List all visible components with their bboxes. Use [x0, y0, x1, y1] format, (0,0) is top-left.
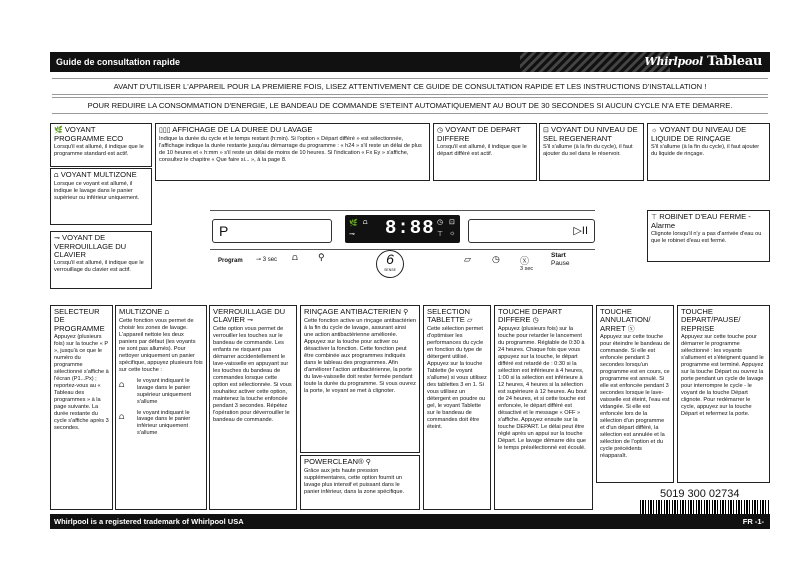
program-selector-box — [50, 305, 113, 510]
page-number: FR -1- — [742, 517, 764, 526]
multizone-led-text: Lorsque ce voyant est allumé, il indique le lavage dans le panier supérieur ou inférieur uniquement. — [54, 180, 140, 201]
rinse-aid-led-text: S'il s'allume (à la fin du cycle), il faut ajouter du liquide de rinçage. — [651, 144, 760, 158]
cancel-button-icon[interactable]: ⓧ — [520, 256, 530, 266]
antibacterial-box — [300, 305, 420, 453]
key-icon: ⊸ — [247, 317, 253, 325]
notice-energy: POUR REDUIRE LA CONSOMMATION D'ENERGIE, LE BANDEAU DE COMMANDE S'ETEINT AUTOMATIQUEMENT AU BOUT DE 30 SECONDES SI AUCUN CYCLE N'A ETE DEMARRE. — [52, 97, 768, 114]
play-pause-icon: ▷II — [573, 225, 588, 237]
clock-icon: ◷ — [532, 317, 539, 325]
eco-led-title: VOYANT PROGRAMME ECO — [54, 125, 124, 143]
multizone-text: Cette fonction vous permet de choisir les zones de lavage. L'appareil nettoie les deux paniers par défaut (les voyants ne sont pas allumés). Pour nettoyer uniquement un panier spécifique, appuyez plusieurs fois sur cette touche : — [119, 317, 203, 373]
powerclean-box — [300, 455, 420, 510]
salt-led-icon: ⊡ — [449, 219, 455, 226]
lock-hold-label: ⊸ 3 sec — [256, 257, 278, 263]
tablet-text: Cette sélection permet d'optimiser les performances du cycle en fonction du type de détergent utilisé. Appuyez sur la touche Tablette (le voyant s'allume) si vous utilisez des tablettes 3 en 1. Si vous utilisez un détergent en poudre ou gel, le voyant Tablette sur le bandeau de commandes doit être éteint. — [427, 326, 487, 430]
rinse-aid-led-title: VOYANT DU NIVEAU DE LIQUIDE DE RINÇAGE — [651, 125, 747, 143]
salt-led-text: S'il s'allume (à la fin du cycle), il faut ajouter du sel dans le réservoir. — [543, 144, 633, 158]
header-bar — [50, 52, 770, 72]
tablet-box — [423, 305, 491, 510]
lock-led-title: VOYANT DE VERROUILLAGE DU CLAVIER — [54, 233, 127, 260]
antibacterial-button-icon[interactable]: ⚲ — [318, 252, 325, 262]
tap-alarm-box — [647, 210, 770, 262]
powerclean-text: Grâce aux jets haute pression supplémentaires, cette option fournit un lavage plus intensif et puissant dans le panier inférieur, dans la zone spécifique. — [304, 467, 405, 495]
leaf-icon: 🌿 — [54, 127, 63, 134]
trademark-text: Whirlpool is a registered trademark of Whirlpool USA — [54, 517, 244, 526]
delay-led-title: VOYANT DE DEPART DIFFERE — [437, 125, 521, 143]
clock-led-icon: ◷ — [437, 219, 444, 226]
powerclean-title: POWERCLEAN® — [304, 457, 364, 466]
header-title: Guide de consultation rapide — [56, 57, 181, 67]
lock-led-box — [50, 231, 152, 289]
eco-led-box — [50, 123, 152, 167]
duration-title: AFFICHAGE DE LA DUREE DU LAVAGE — [172, 125, 313, 134]
leaf-led-icon: 🌿 — [349, 220, 358, 227]
time-display — [345, 215, 460, 243]
upper-basket-icon: ⩍ — [119, 379, 125, 389]
start-pause-text: Appuyez sur cette touche pour démarrer le programme sélectionné : les voyants s'allument et s'éteignent quand le programme est terminé. Appuyez sur la touche Départ ou ouvrez la porte pendant un cycle de lavage pour interrompre le cycle - le voyant de la touche Départ clignote. Pour redémarrer le cycle, appuyez sur la touche Départ et refermez la porte. — [681, 334, 764, 417]
sense-logo — [376, 250, 404, 278]
antibacterial-text: Cette fonction active un rinçage antibactérien à la fin du cycle de lavage, assurant ainsi une action antibactérienne améliorée. Appuyez sur la touche pour activer ou désactiver la fonction. Cette fonction peut être combinée aux programmes indiqués dans le tableau des programmes. Afin d'améliorer l'action antibactérienne, la porte du lave-vaisselle doit rester fermée pendant toute la durée du programme. Si vous ouvrez la porte, le voyant se met à clignoter. — [304, 317, 416, 394]
start-pause-box — [677, 305, 770, 483]
multizone-lower-item: ⩍ le voyant indiquant le lavage dans le panier inférieur uniquement s'allume — [119, 409, 191, 437]
display-digits: 8:88 — [385, 217, 435, 239]
salt-led-box — [539, 123, 644, 181]
program-label: Program — [218, 258, 243, 264]
cancel-hold-label: 3 sec — [520, 266, 534, 272]
digits-icon: ▯▯▯ — [159, 127, 171, 134]
tablet-button-icon[interactable]: ▱ — [464, 254, 471, 264]
key-icon: ⊸ — [256, 257, 262, 263]
control-panel — [210, 210, 595, 250]
barcode — [640, 500, 770, 514]
eco-led-text: Lorsqu'il est allumé, il indique que le programme standard est actif. — [54, 144, 144, 158]
tap-led-icon: ⊤ — [437, 231, 444, 238]
start-pause-title: TOUCHE DEPART/PAUSE/ REPRISE — [681, 307, 741, 333]
keypad-lock-text: Cette option vous permet de verrouiller les touches sur le bandeau de commande. Les enfants ne risquent pas démarrer accidentellement le lave-vaisselle en appuyant sur les touches du bandeau de commandes lorsque cette option est sélectionnée. Si vous souhaitez activer cette option, maintenez la touche enfoncée pendant 3 secondes. Répétez l'opération pour déverrouiller le bandeau de commande. — [213, 326, 292, 423]
notice-first-use: AVANT D'UTILISER L'APPAREIL POUR LA PREMIERE FOIS, LISEZ ATTENTIVEMENT CE GUIDE DE CONSULTATION RAPIDE ET LES INSTRUCTIONS D'INSTALLATION ! — [52, 78, 768, 95]
duration-box — [155, 123, 430, 181]
basket-button-icon[interactable]: ⩍ — [292, 252, 298, 262]
delay-led-text: Lorsqu'il est allumé, il indique que le départ différé est actif. — [437, 144, 527, 158]
cancel-box — [596, 305, 674, 483]
delay-button-icon[interactable]: ◷ — [492, 254, 500, 264]
tap-alarm-text: Clignote lorsqu'il n'y a pas d'arrivée d'eau ou que le robinet d'eau est fermé. — [651, 231, 762, 245]
powerclean-icon: ⚲ — [365, 459, 371, 466]
key-icon: ⊸ — [54, 235, 60, 242]
sense-word: SENSE — [384, 268, 396, 272]
sun-icon: ☼ — [651, 127, 658, 134]
program-selector-text: Appuyez (plusieurs fois) sur la touche « P », jusqu'à ce que le numéro du programme sélectionné s'affiche à l'écran (P1...Px) ; reportez-vous au « Tableau des programmes » à la page suivante. La durée restante du cycle s'affiche après 3 secondes. — [54, 334, 109, 431]
multizone-led-box — [50, 168, 152, 225]
delay-start-text: Appuyez (plusieurs fois) sur la touche pour retarder le lancement du programme. Réglable de 0:30 à 24 heures. Chaque fois que vous appuyez sur la touche, le départ différé est retardé de : 0:30 si la sélection est inférieure à 4 heures, 1:00 si la sélection est inférieure à 12 heures, 4 heures si la sélection est supérieure à 12 heures. Au bout de 24 heures, et si cette touche est enfoncée, le départ différé est désactivé et le message « OFF » s'affiche. Appuyez ensuite sur la touche DEPART. Le délai peut être réglé après un appui sur la touche Départ. Le lavage démarre dès que le temps présélectionné est écoulé. — [498, 326, 587, 451]
cancel-title: TOUCHE ANNULATION/ ARRET — [600, 307, 651, 333]
cancel-icon: ⓧ — [627, 325, 635, 333]
tap-alarm-title: ROBINET D'EAU FERME - Alarme — [651, 212, 751, 230]
multizone-box — [115, 305, 207, 510]
program-selector-title: SELECTEUR DE PROGRAMME — [54, 307, 105, 333]
tap-icon: ⊤ — [651, 214, 658, 221]
clock-icon: ◷ — [437, 127, 444, 134]
lock-led-text: Lorsqu'il est allumé, il indique que le verrouillage du clavier est actif. — [54, 260, 144, 274]
tablet-icon: ▱ — [466, 317, 473, 325]
keypad-lock-box — [209, 305, 297, 510]
basket-led-icon: ⩍ — [363, 219, 368, 226]
program-key-label: P — [219, 223, 229, 239]
salt-led-title: VOYANT DU NIVEAU DE SEL REGENERANT — [543, 125, 638, 143]
brand-logo: Whirlpool Tableau — [644, 54, 762, 69]
tablet-title: SELECTION TABLETTE — [427, 307, 471, 325]
start-pause-label: Start Pause — [551, 252, 570, 267]
cancel-text: Appuyez sur cette touche pour éteindre le bandeau de commande. Si elle est enfoncée pendant 3 secondes lorsqu'un programme est en cours, ce programme est annulé. Si elle est enfoncée pendant 3 secondes lorsque le lave-vaisselle est éteint, l'eau est vidangée. Si elle est enfoncée lors de la sélection d'un programme et d'un départ différé, la sélection est annulée et la sélection de l'option et du cycle précédents réapparaît. — [600, 334, 670, 460]
lock-led-icon: ⊸ — [349, 231, 355, 238]
start-key[interactable] — [468, 219, 595, 243]
basket-icon: ⩍ — [54, 172, 59, 179]
rinse-aid-led-box — [647, 123, 770, 181]
program-key[interactable] — [212, 219, 332, 243]
delay-start-title: TOUCHE DEPART DIFFERE — [498, 307, 562, 325]
salt-icon: ⊡ — [543, 127, 549, 134]
delay-start-box — [494, 305, 593, 510]
duration-text: Indique la durée du cycle et le temps restant (h:min). Si l'option « Départ différé » est sélectionnée, l'affichage indique la durée restante jusqu'au démarrage du programme : « h24 » s'il reste un délai de plus de 10 heures et « h:mm » s'il reste un délai de moins de 10 heures. Si l'indication « Fx Ey » s'affiche, consultez le chapitre « Que faire si... », à la page 8. — [159, 135, 422, 163]
multizone-title: MULTIZONE — [119, 307, 163, 316]
sense-number: 6 — [386, 251, 394, 267]
antibacterial-title: RINÇAGE ANTIBACTERIEN — [304, 307, 402, 316]
basket-icon: ⩍ — [164, 309, 169, 316]
footer-bar — [50, 514, 770, 529]
sun-led-icon: ☼ — [449, 230, 456, 237]
delay-led-box — [433, 123, 537, 181]
multizone-led-title: VOYANT MULTIZONE — [60, 170, 137, 179]
multizone-upper-item: ⩍ le voyant indiquant le lavage dans le panier supérieur uniquement s'allume — [119, 377, 192, 405]
antibacterial-icon: ⚲ — [403, 309, 409, 316]
product-code: 5019 300 02734 — [660, 488, 740, 500]
lower-basket-icon: ⩍ — [119, 411, 125, 421]
keypad-lock-title: VERROUILLAGE DU CLAVIER — [213, 307, 286, 325]
